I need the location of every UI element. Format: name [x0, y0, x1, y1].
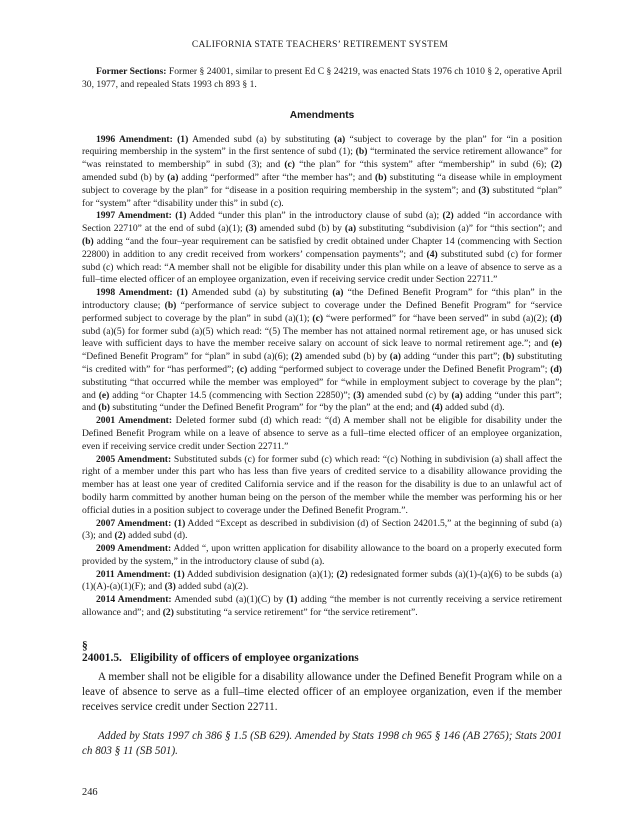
former-sections-label: Former Sections:	[96, 66, 167, 77]
amendment-text: subd (a)(5) for former subd (a)(5) which read: “(5) The member has not attained normal retirement age, or has unused sick leave with sufficient days to have the member receive salary on account of sick leave to normal retirement age.”; and	[82, 325, 562, 350]
amendment-text: adding “performed” after “the member has”; and	[178, 171, 375, 183]
amendment-text: substituted “plan” for “system” after “disability under this” in subd (c).	[82, 184, 563, 209]
amendment-emphasis: (b)	[98, 402, 110, 414]
amendment-emphasis: (b)	[355, 146, 368, 158]
amendment-text: “subject to coverage by the plan” for “in a position requiring membership in the system” in the first sentence of subd (1);	[82, 133, 562, 158]
amendment-emphasis: (e)	[98, 389, 110, 401]
section-history: Added by Stats 1997 ch 386 § 1.5 (SB 629). Amended by Stats 1998 ch 965 § 146 (AB 2765); Stats 2001 ch 803 § 11 (SB 501).	[82, 730, 562, 758]
amendment-text: Amended subd (a) by substituting	[188, 133, 335, 145]
amendment-emphasis: 2011 Amendment:	[96, 568, 171, 580]
amendment-text: redesignated former subds (a)(1)-(a)(6) to be subds (a)(1)(A)-(a)(1)(F); and	[82, 568, 563, 593]
amendment-text: “terminated the service retirement allowance” for “was reinstated to membership” in subd (3); and	[82, 146, 562, 171]
amendment-text: adding “the member is not currently receiving a service retirement allowance and”; and	[82, 594, 563, 619]
amendment-emphasis: 1998 Amendment:	[96, 287, 173, 299]
amendment-emphasis: (a)	[451, 389, 463, 401]
amendment-emphasis: 2001 Amendment:	[96, 415, 173, 427]
amendment-text: “performance of service subject to coverage under the Defined Benefit Program” for “service performed subject to coverage by the plan” in subd (a)(1);	[82, 299, 562, 324]
amendment-paragraph	[82, 518, 562, 544]
amendment-text: added “in accordance with Section 22710” at the end of subd (a)(1);	[82, 210, 562, 235]
amendment-emphasis: (d)	[550, 312, 562, 324]
amendment-emphasis: 1997 Amendment:	[96, 210, 172, 222]
amendment-emphasis: (a)	[334, 133, 346, 145]
section-number: § 24001.5.	[82, 639, 122, 664]
section-title: Eligibility of officers of employee organizations	[130, 651, 359, 664]
amendment-emphasis: (a)	[389, 351, 401, 363]
amendment-text: substituted subd (c) for former subd (c) which read: “A member shall not be eligible for disability under this plan while on a leave of absence to serve as a full–time elected officer of an employee organization, even if receiving service credit under Section 22711.”	[82, 248, 562, 286]
amendment-text: “the Defined Benefit Program” for “this plan” in the introductory clause;	[82, 287, 562, 311]
amendment-text: amended subd (b) by	[302, 351, 390, 363]
amendment-text: adding “under this part”;	[400, 351, 503, 363]
amendment-emphasis: (d)	[550, 363, 562, 375]
amendment-text: substituting “a disease while in employment subject to coverage by the plan” for “disease in a position requiring membership in the system”; and	[82, 171, 562, 196]
amendment-emphasis: (a)	[167, 171, 179, 183]
amendment-emphasis: 2009 Amendment:	[96, 543, 172, 555]
running-head: CALIFORNIA STATE TEACHERS’ RETIREMENT SYSTEM	[191, 40, 449, 50]
amendment-paragraph	[82, 594, 562, 620]
amendment-text: substituting “subdivision (a)” for “this section”; and	[356, 223, 562, 235]
amendment-text: “were performed” for “have been served” in subd (a)(2);	[323, 312, 551, 324]
amendment-emphasis: (1)	[174, 517, 186, 529]
amendment-emphasis: (a)	[344, 223, 357, 235]
former-sections-paragraph	[82, 66, 562, 92]
amendment-emphasis: (2)	[162, 607, 174, 619]
amendment-text: added subd (d).	[442, 402, 505, 414]
section-body: A member shall not be eligible for a disability allowance under the Defined Benefit Program while on a leave of absence to serve as a full–time elected officer of an employee organization, even if the member receives service credit under Section 22711.	[82, 670, 562, 714]
amendment-text: adding “and the four–year requirement can be satisfied by credit obtained under Chapter 14 (commencing with Section 22800) in addition to any credit received from workers’ compensation payments”; and	[82, 235, 562, 260]
amendment-text: Added “Except as described in subdivision (d) of Section 24201.5,” at the beginning of subd (a)(3); and	[82, 517, 562, 542]
amendment-emphasis: 2005 Amendment:	[96, 453, 172, 465]
amendment-text: Added “, upon written application for disability allowance to the board on a properly executed form provided by the system,” in the introductory clause of subd (a).	[82, 543, 562, 567]
amendment-text: adding “under this part”; and	[82, 389, 562, 414]
amendment-emphasis: (b)	[502, 351, 515, 363]
amendment-text: Amended subd (a)(1)(C) by	[171, 594, 287, 606]
amendment-paragraph	[82, 569, 562, 595]
amendment-emphasis: (3)	[353, 389, 365, 401]
amendment-emphasis: (3)	[245, 223, 257, 235]
amendment-emphasis: (1)	[286, 594, 298, 606]
amendment-emphasis: (2)	[114, 530, 126, 542]
amendment-text: added subd (a)(2).	[175, 581, 249, 593]
amendment-emphasis: (4)	[426, 248, 438, 260]
amendment-emphasis: (e)	[551, 338, 562, 350]
amendment-emphasis: (2)	[336, 568, 348, 580]
amendment-emphasis: (b)	[164, 299, 177, 311]
amendment-paragraph	[82, 415, 562, 453]
amendment-emphasis: (1)	[173, 568, 185, 580]
amendment-emphasis: (b)	[374, 171, 387, 183]
amendments-list	[82, 134, 562, 620]
amendment-emphasis: (a)	[332, 287, 344, 299]
amendment-emphasis: (1)	[177, 133, 189, 145]
amendment-text: amended subd (b) by	[256, 223, 345, 235]
amendment-emphasis: 2014 Amendment:	[96, 594, 172, 606]
amendment-text: substituting “under the Defined Benefit Program” for “by the plan” at the end; and	[110, 402, 432, 414]
amendment-emphasis: (3)	[164, 581, 176, 593]
amendment-emphasis: (1)	[176, 287, 188, 299]
page-number: 246	[82, 787, 98, 798]
amendment-emphasis: 1996 Amendment:	[96, 133, 173, 145]
amendments-heading: Amendments	[289, 109, 355, 121]
amendment-paragraph	[82, 210, 562, 287]
amendment-text: substituting “that occurred while the member was employed” for “while in employment subject to coverage by the plan”; and	[82, 376, 562, 401]
amendment-emphasis: (2)	[291, 351, 303, 363]
amendment-paragraph	[82, 134, 562, 211]
amendment-text: Amended subd (a) by substituting	[187, 287, 333, 299]
amendment-text: amended subd (b) by	[82, 171, 168, 183]
amendment-text: amended subd (c) by	[364, 389, 452, 401]
amendment-emphasis: (2)	[442, 210, 454, 222]
amendment-emphasis: (b)	[82, 235, 94, 247]
amendment-paragraph	[82, 543, 562, 569]
amendment-text: added subd (d).	[125, 530, 188, 542]
amendment-text: Deleted former subd (d) which read: “(d) A member shall not be eligible for disability under the Defined Benefit Program while on a leave of absence to serve as a full–time elected officer of an employee organization, even if receiving service credit under Section 22711.”	[82, 415, 562, 452]
amendment-text: “the plan” for “this system” after “membership” in subd (6);	[294, 159, 551, 171]
amendment-text: substituting “is credited with” for “has performed”;	[82, 351, 563, 375]
amendment-text: adding “performed subject to coverage under the Defined Benefit Program”;	[247, 363, 551, 375]
amendment-text: Added “under this plan” in the introductory clause of subd (a);	[186, 210, 443, 222]
amendment-emphasis: (4)	[431, 402, 443, 414]
amendment-text: substituting “a service retirement” for “the service retirement”.	[173, 607, 418, 619]
section-heading	[82, 640, 562, 664]
amendment-text: Substituted subds (c) for former subd (c) which read: “(c) Nothing in subdivision (a) shall affect the right of a member under this part who has less than five years of credited service to a disability allowance providing the member has at least one year of credited California service and if the reason for the disability is due to an unlawful act of bodily harm committed by another human being on the person of the member while the member was performing his or her official duties in a position subject to coverage under the Defined Benefit Program.”.	[82, 453, 562, 516]
amendment-emphasis: (c)	[312, 312, 324, 324]
amendment-emphasis: (1)	[175, 210, 187, 222]
former-sections-text: Former § 24001, similar to present Ed C § 24219, was enacted Stats 1976 ch 1010 § 2, operative April 30, 1977, and repealed Stats 1993 ch 893 § 1.	[82, 66, 562, 90]
amendment-emphasis: 2007 Amendment:	[96, 517, 172, 529]
amendment-paragraph	[82, 454, 562, 518]
amendment-paragraph	[82, 287, 562, 415]
page-content	[82, 66, 562, 759]
amendment-emphasis: (2)	[550, 159, 562, 171]
amendment-emphasis: (c)	[236, 363, 248, 375]
amendment-text: Added subdivision designation (a)(1);	[184, 568, 337, 580]
amendment-emphasis: (3)	[478, 184, 490, 196]
amendment-text: “Defined Benefit Program” for “plan” in subd (a)(6);	[82, 351, 292, 363]
amendment-emphasis: (c)	[284, 159, 295, 171]
amendment-text: adding “or Chapter 14.5 (commencing with Section 22850)”;	[109, 389, 354, 401]
